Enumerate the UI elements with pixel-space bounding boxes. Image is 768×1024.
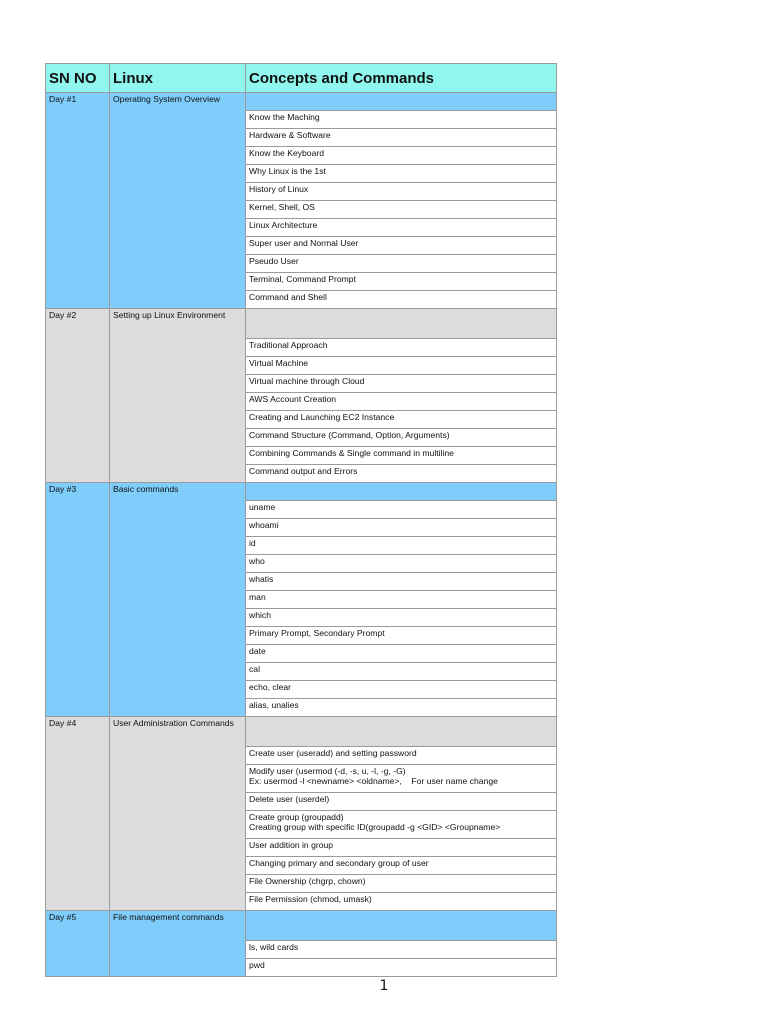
concept-item: Super user and Normal User: [246, 237, 557, 255]
table-body: [46, 93, 557, 977]
day-label: Day #4: [46, 717, 110, 911]
day-label: Day #3: [46, 483, 110, 717]
concepts-section-header: [246, 717, 557, 747]
concept-item: AWS Account Creation: [246, 393, 557, 411]
concept-item: which: [246, 609, 557, 627]
concept-item: Kernel, Shell, OS: [246, 201, 557, 219]
concept-item: Command output and Errors: [246, 465, 557, 483]
concept-item: whoami: [246, 519, 557, 537]
concept-item: Know the Keyboard: [246, 147, 557, 165]
concept-item: echo, clear: [246, 681, 557, 699]
header-topic: Linux: [110, 64, 246, 93]
day-section-row: [46, 309, 557, 339]
header-concepts: Concepts and Commands: [246, 64, 557, 93]
concept-item: Pseudo User: [246, 255, 557, 273]
concept-item: Primary Prompt, Secondary Prompt: [246, 627, 557, 645]
concept-item: whatis: [246, 573, 557, 591]
concept-item: Hardware & Software: [246, 129, 557, 147]
day-section-row: [46, 483, 557, 501]
concept-item: ls, wild cards: [246, 941, 557, 959]
concepts-section-header: [246, 483, 557, 501]
concept-item: Command Structure (Command, Option, Arguments): [246, 429, 557, 447]
concept-item: Linux Architecture: [246, 219, 557, 237]
day-topic: Setting up Linux Environment: [110, 309, 246, 483]
concept-item: who: [246, 555, 557, 573]
day-topic: Operating System Overview: [110, 93, 246, 309]
concept-item: uname: [246, 501, 557, 519]
concept-item: Virtual machine through Cloud: [246, 375, 557, 393]
concept-item: Traditional Approach: [246, 339, 557, 357]
concept-item: Create user (useradd) and setting password: [246, 747, 557, 765]
header-sn: SN NO: [46, 64, 110, 93]
day-label: Day #1: [46, 93, 110, 309]
concept-item: User addition in group: [246, 839, 557, 857]
concept-item: Combining Commands & Single command in multiline: [246, 447, 557, 465]
concept-item: File Ownership (chgrp, chown): [246, 875, 557, 893]
concept-item: Why Linux is the 1st: [246, 165, 557, 183]
concept-item: id: [246, 537, 557, 555]
day-topic: Basic commands: [110, 483, 246, 717]
day-label: Day #5: [46, 911, 110, 977]
concept-item: File Permission (chmod, umask): [246, 893, 557, 911]
concepts-section-header: [246, 911, 557, 941]
concept-item: cal: [246, 663, 557, 681]
concept-item: Know the Maching: [246, 111, 557, 129]
concept-item: Delete user (userdel): [246, 793, 557, 811]
table-header-row: [46, 64, 557, 93]
course-table: [45, 63, 557, 977]
concept-item: Terminal, Command Prompt: [246, 273, 557, 291]
concept-item: date: [246, 645, 557, 663]
concept-item: pwd: [246, 959, 557, 977]
page-number: 1: [379, 978, 389, 994]
day-topic: User Administration Commands: [110, 717, 246, 911]
day-section-row: [46, 93, 557, 111]
concept-item: man: [246, 591, 557, 609]
concept-item: Modify user (usermod (-d, -s, u, -l, -g, -G) Ex: usermod -l <newname> <oldname>, For user name change: [246, 765, 557, 793]
concept-item: Changing primary and secondary group of user: [246, 857, 557, 875]
concepts-section-header: [246, 309, 557, 339]
concept-item: Creating and Launching EC2 Instance: [246, 411, 557, 429]
concept-item: Command and Shell: [246, 291, 557, 309]
day-label: Day #2: [46, 309, 110, 483]
concept-item: Create group (groupadd) Creating group with specific ID(groupadd -g <GID> <Groupname>: [246, 811, 557, 839]
concept-item: alias, unalies: [246, 699, 557, 717]
concept-item: Virtual Machine: [246, 357, 557, 375]
concepts-section-header: [246, 93, 557, 111]
concept-item: History of Linux: [246, 183, 557, 201]
course-table-container: [45, 63, 556, 977]
day-topic: File management commands: [110, 911, 246, 977]
day-section-row: [46, 717, 557, 747]
day-section-row: [46, 911, 557, 941]
